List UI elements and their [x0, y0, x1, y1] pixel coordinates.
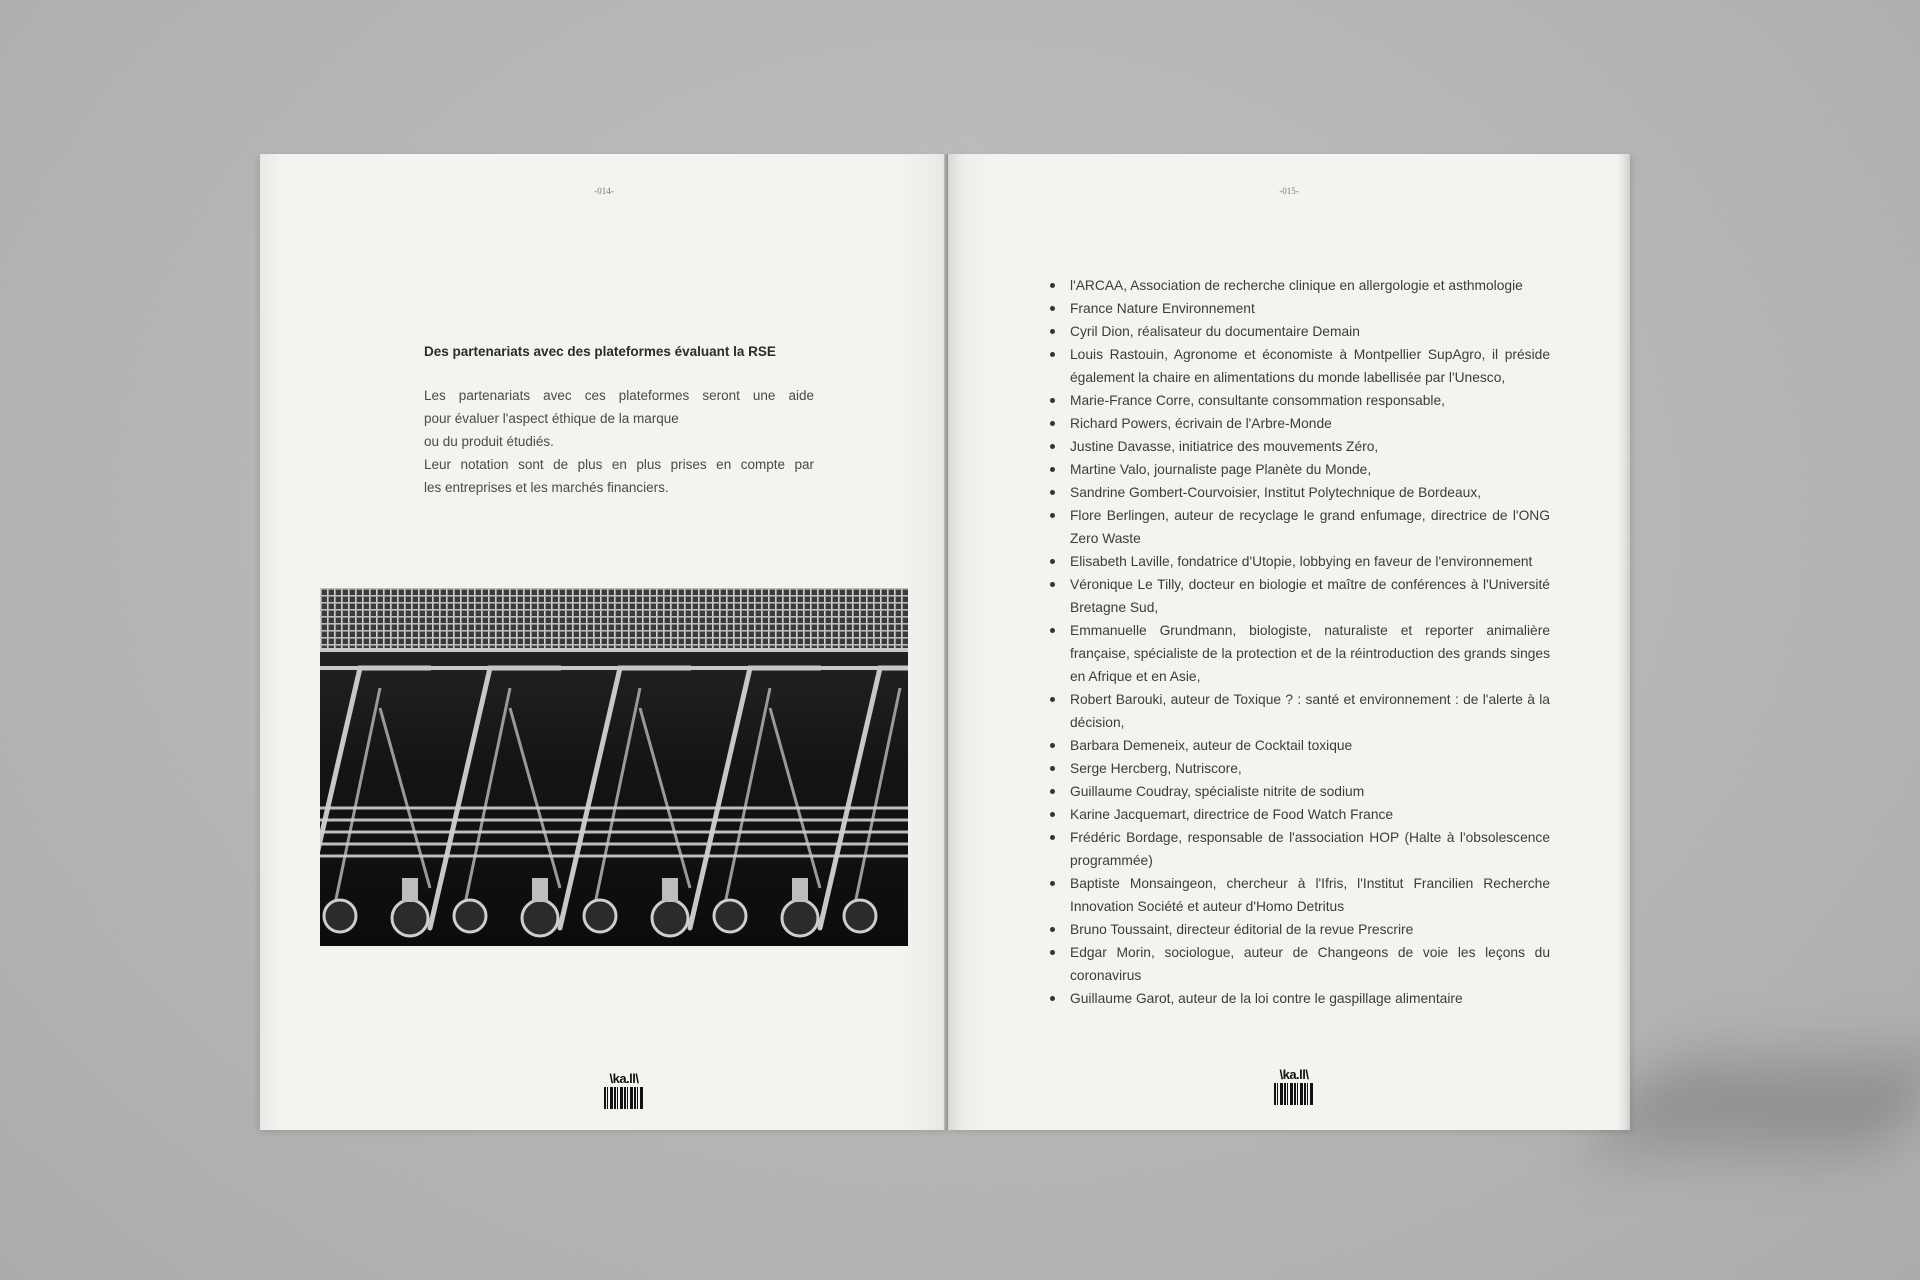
- list-item: Justine Davasse, initiatrice des mouvements Zéro,: [1048, 435, 1550, 458]
- shopping-carts-photo: [320, 588, 908, 946]
- list-item: Cyril Dion, réalisateur du documentaire Demain: [1048, 320, 1550, 343]
- list-item: l'ARCAA, Association de recherche clinique en allergologie et asthmologie: [1048, 274, 1550, 297]
- list-item: Bruno Toussaint, directeur éditorial de la revue Prescrire: [1048, 918, 1550, 941]
- list-item: Louis Rastouin, Agronome et économiste à Montpellier SupAgro, il préside également la chaire en alimentations du monde labellisée par l'Unesco,: [1048, 343, 1550, 389]
- brand-logo-text: \ka.ll\: [609, 1071, 639, 1086]
- list-item: Frédéric Bordage, responsable de l'association HOP (Halte à l'obsolescence programmée): [1048, 826, 1550, 872]
- brand-logo: [1274, 1068, 1314, 1105]
- list-item: Elisabeth Laville, fondatrice d'Utopie, lobbying en faveur de l'environnement: [1048, 550, 1550, 573]
- list-item: Martine Valo, journaliste page Planète du Monde,: [1048, 458, 1550, 481]
- list-item: Edgar Morin, sociologue, auteur de Changeons de voie les leçons du coronavirus: [1048, 941, 1550, 987]
- list-item: France Nature Environnement: [1048, 297, 1550, 320]
- paragraph-line: pour évaluer l'aspect éthique de la marque: [424, 411, 679, 426]
- contributors-list: [1048, 274, 1550, 1010]
- barcode-icon: [1274, 1083, 1314, 1105]
- open-book: [260, 154, 1630, 1134]
- list-item: Emmanuelle Grundmann, biologiste, naturaliste et reporter animalière française, spécialiste de la protection et de la réintroduction des grands singes en Afrique et en Asie,: [1048, 619, 1550, 688]
- section-paragraph: [424, 384, 814, 499]
- list-item: Marie-France Corre, consultante consommation responsable,: [1048, 389, 1550, 412]
- list-item: Serge Hercberg, Nutriscore,: [1048, 757, 1550, 780]
- list-item: Flore Berlingen, auteur de recyclage le grand enfumage, directrice de l'ONG Zero Waste: [1048, 504, 1550, 550]
- brand-logo-text: \ka.ll\: [1279, 1067, 1309, 1082]
- page-number-right: -015-: [1279, 186, 1299, 196]
- list-item: Baptiste Monsaingeon, chercheur à l'Ifris, l'Institut Francilien Recherche Innovation Société et auteur d'Homo Detritus: [1048, 872, 1550, 918]
- list-item: Sandrine Gombert-Courvoisier, Institut Polytechnique de Bordeaux,: [1048, 481, 1550, 504]
- paragraph-line: ou du produit étudiés.: [424, 434, 554, 449]
- paragraph-line: Leur notation sont de plus en plus prises en compte par: [424, 457, 814, 472]
- list-item: Guillaume Garot, auteur de la loi contre le gaspillage alimentaire: [1048, 987, 1550, 1010]
- right-page: [948, 154, 1630, 1130]
- book-shadow: [1594, 1060, 1920, 1150]
- list-item: Karine Jacquemart, directrice de Food Watch France: [1048, 803, 1550, 826]
- left-page: [260, 154, 948, 1130]
- page-number-left: -014-: [594, 186, 614, 196]
- list-item: Richard Powers, écrivain de l'Arbre-Monde: [1048, 412, 1550, 435]
- barcode-icon: [604, 1087, 644, 1109]
- paragraph-line: Les partenariats avec ces plateformes seront une aide: [424, 388, 814, 403]
- list-item: Véronique Le Tilly, docteur en biologie et maître de conférences à l'Université Bretagne Sud,: [1048, 573, 1550, 619]
- list-item: Barbara Demeneix, auteur de Cocktail toxique: [1048, 734, 1550, 757]
- list-item: Robert Barouki, auteur de Toxique ? : santé et environnement : de l'alerte à la décision,: [1048, 688, 1550, 734]
- section-heading: Des partenariats avec des plateformes évaluant la RSE: [424, 344, 776, 359]
- brand-logo: [604, 1072, 644, 1109]
- list-item: Guillaume Coudray, spécialiste nitrite de sodium: [1048, 780, 1550, 803]
- paragraph-line: les entreprises et les marchés financiers.: [424, 480, 669, 495]
